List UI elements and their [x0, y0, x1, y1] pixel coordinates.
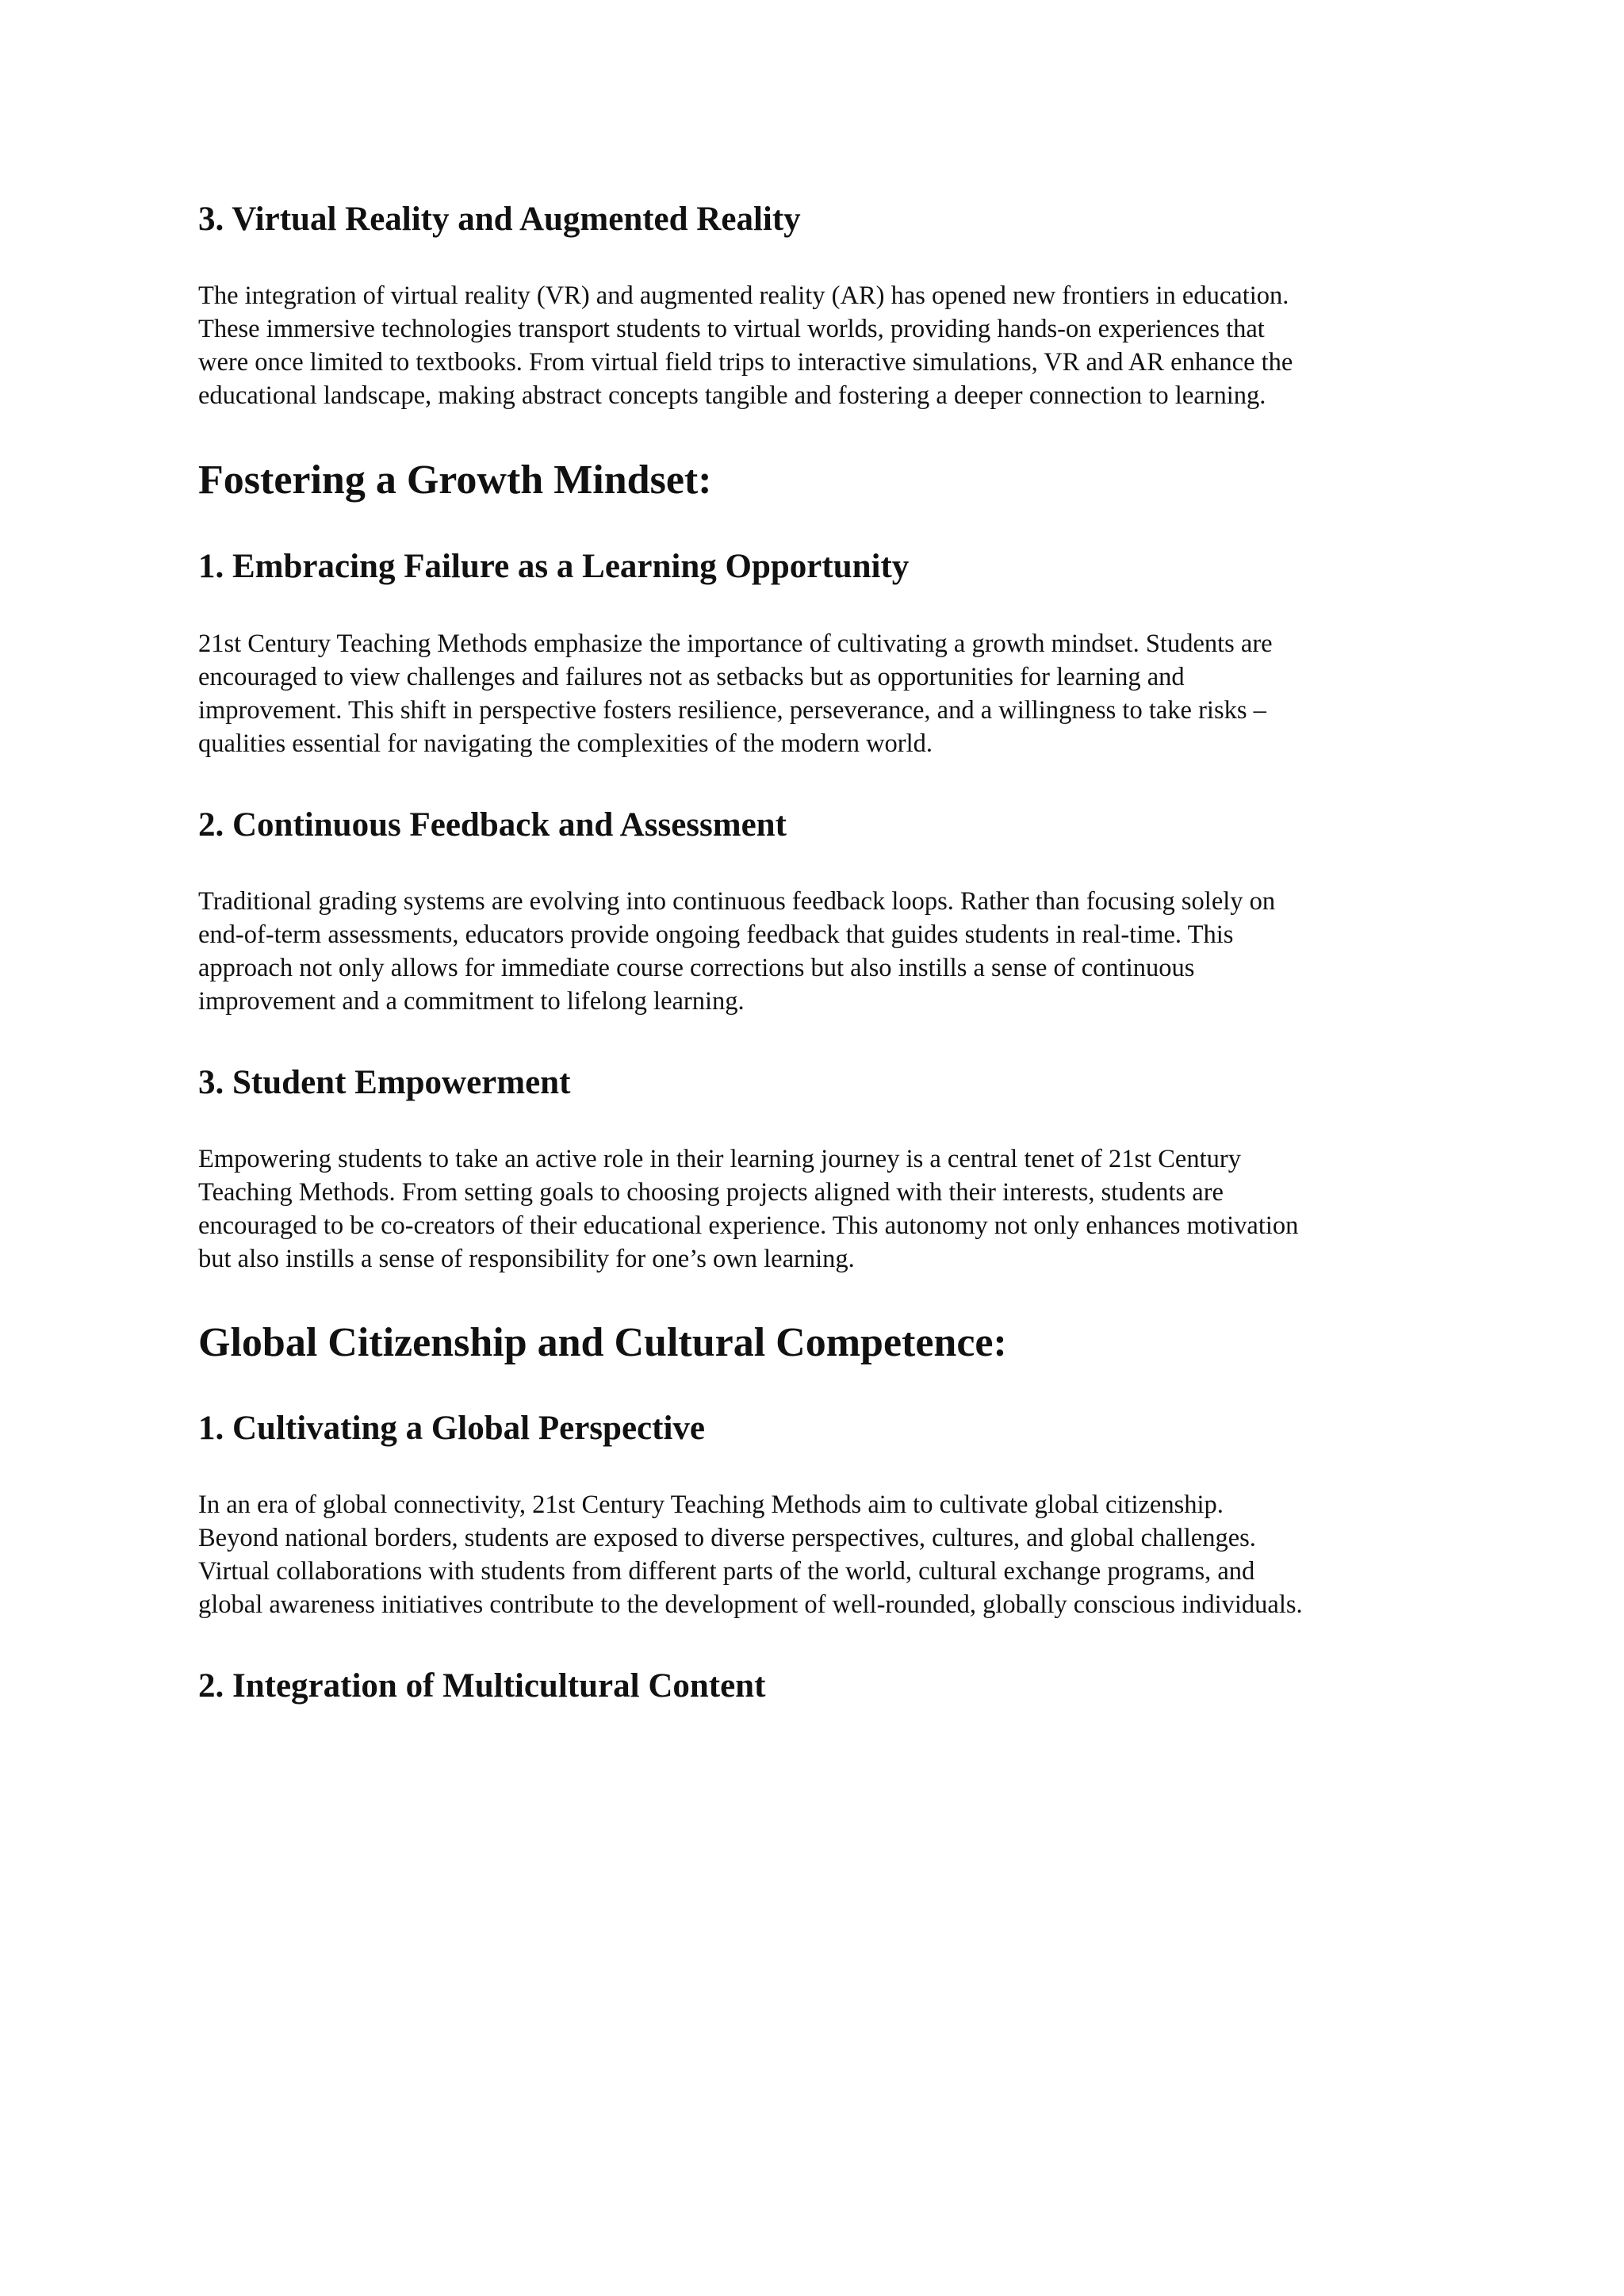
paragraph-line: but also instills a sense of responsibility for one’s own learning.: [198, 1245, 855, 1273]
paragraph-line: In an era of global connectivity, 21st Century Teaching Methods aim to cultivate global citizenship.: [198, 1490, 1224, 1519]
paragraph-line: global awareness initiatives contribute to the development of well-rounded, globally conscious individuals.: [198, 1590, 1303, 1619]
paragraph-line: Teaching Methods. From setting goals to choosing projects aligned with their interests, students are: [198, 1178, 1224, 1207]
chapter-heading-growth-mindset: Fostering a Growth Mindset:: [198, 457, 712, 503]
paragraph-line: were once limited to textbooks. From virtual field trips to interactive simulations, VR and AR enhance the: [198, 348, 1293, 377]
paragraph-line: improvement. This shift in perspective fosters resilience, perseverance, and a willingness to take risks –: [198, 696, 1266, 725]
paragraph-line: encouraged to view challenges and failures not as setbacks but as opportunities for learning and: [198, 663, 1185, 691]
section-heading-multicultural-content: 2. Integration of Multicultural Content: [198, 1667, 766, 1705]
section-heading-student-empowerment: 3. Student Empowerment: [198, 1064, 571, 1101]
chapter-heading-global-citizenship: Global Citizenship and Cultural Competence:: [198, 1320, 1007, 1365]
paragraph-line: approach not only allows for immediate course corrections but also instills a sense of continuous: [198, 954, 1195, 982]
section-heading-global-perspective: 1. Cultivating a Global Perspective: [198, 1410, 705, 1447]
paragraph-line: Traditional grading systems are evolving into continuous feedback loops. Rather than focusing solely on: [198, 887, 1276, 916]
paragraph-embracing-failure: [198, 627, 1443, 760]
paragraph-continuous-feedback: [198, 885, 1443, 1018]
paragraph-line: Beyond national borders, students are exposed to diverse perspectives, cultures, and global challenges.: [198, 1524, 1256, 1552]
section-heading-embracing-failure: 1. Embracing Failure as a Learning Opportunity: [198, 548, 910, 585]
section-heading-virtual-reality: 3. Virtual Reality and Augmented Reality: [198, 201, 801, 238]
paragraph-line: improvement and a commitment to lifelong learning.: [198, 987, 745, 1016]
paragraph-line: end-of-term assessments, educators provide ongoing feedback that guides students in real-time. This: [198, 920, 1234, 949]
paragraph-line: Virtual collaborations with students from different parts of the world, cultural exchange programs, and: [198, 1557, 1255, 1586]
paragraph-student-empowerment: [198, 1142, 1443, 1276]
paragraph-line: educational landscape, making abstract concepts tangible and fostering a deeper connection to learning.: [198, 381, 1266, 410]
paragraph-line: Empowering students to take an active role in their learning journey is a central tenet of 21st Century: [198, 1145, 1241, 1173]
section-heading-continuous-feedback: 2. Continuous Feedback and Assessment: [198, 806, 787, 844]
paragraph-virtual-reality: [198, 279, 1443, 412]
paragraph-line: These immersive technologies transport students to virtual worlds, providing hands-on experiences that: [198, 315, 1265, 343]
paragraph-line: The integration of virtual reality (VR) and augmented reality (AR) has opened new frontiers in education.: [198, 281, 1289, 310]
paragraph-line: qualities essential for navigating the complexities of the modern world.: [198, 729, 933, 758]
paragraph-line: 21st Century Teaching Methods emphasize the importance of cultivating a growth mindset. Students are: [198, 629, 1273, 658]
paragraph-line: encouraged to be co-creators of their educational experience. This autonomy not only enhances motivation: [198, 1211, 1299, 1240]
paragraph-global-perspective: [198, 1488, 1443, 1621]
